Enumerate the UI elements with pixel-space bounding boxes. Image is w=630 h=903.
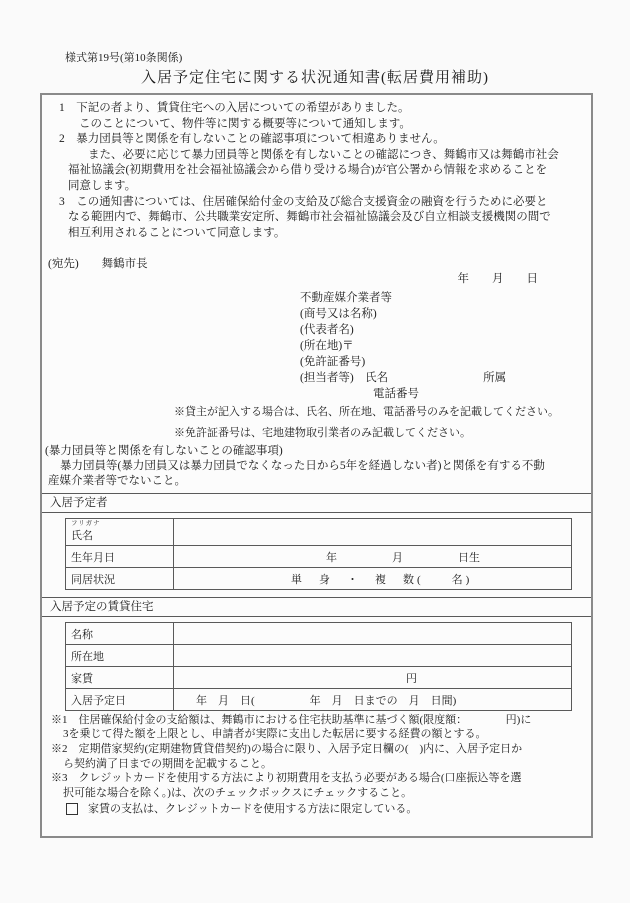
footnote-2: ※2 定期借家契約(定期建物賃貸借契約)の場合に限り、入居予定日欄の( )内に、入居予定日か [51, 743, 523, 756]
clause-3-line: 相互利用されることについて同意します。 [68, 226, 286, 239]
credit-card-checkbox[interactable] [66, 803, 78, 815]
clauses-block [48, 101, 585, 241]
credit-card-checkbox-row [66, 802, 585, 816]
agent-staff-affiliation-label: 所属 [483, 372, 507, 385]
birthdate-label: 生年月日 [66, 546, 174, 567]
housing-address-field[interactable] [174, 645, 571, 666]
agent-signature-block [300, 290, 585, 402]
clause-1-line: このことについて、物件等に関する概要等について通知します。 [79, 117, 411, 130]
footnote-2: ら契約満了日までの期間を記載すること。 [63, 757, 272, 770]
occupant-table [65, 518, 572, 590]
table-row [66, 688, 571, 710]
landlord-note: ※貸主が記入する場合は、氏名、所在地、電話番号のみを記載してください。 [174, 406, 559, 419]
furigana-label: フリガナ [71, 519, 101, 527]
agent-representative-label: (代表者名) [300, 324, 354, 337]
occupant-name-field[interactable] [174, 519, 571, 545]
agent-address-label: (所在地)〒 [300, 340, 354, 353]
clause-2-line: 2 暴力団員等と関係を有しないことの確認事項について相違ありません。 [59, 133, 445, 146]
occupant-name-label: フリガナ 氏名 [66, 519, 174, 545]
agent-phone-label: 電話番号 [373, 388, 419, 401]
housing-address-label: 所在地 [66, 645, 174, 666]
table-row [66, 545, 571, 567]
cohabitation-field[interactable]: 単 身 ・ 複 数( 名) [291, 573, 473, 586]
addressee-line: (宛先) 舞鶴市長 [48, 258, 148, 271]
page-title: 入居予定住宅に関する状況通知書(転居費用補助) [141, 70, 489, 86]
footnote-1: ※1 住居確保給付金の支給額は、舞鶴市における住宅扶助基準に基づく額(限度額： 円)に [51, 713, 532, 726]
agent-staff-line [300, 370, 585, 386]
table-row [66, 644, 571, 666]
agent-heading: 不動産媒介業者等 [300, 292, 392, 305]
cohabitation-label: 同居状況 [66, 568, 174, 589]
agent-staff-name-label: (担当者等) 氏名 [300, 372, 389, 385]
footnote-3: 択可能な場合を除く。)は、次のチェックボックスにチェックすること。 [63, 786, 413, 799]
rent-label: 家賃 [66, 667, 174, 688]
date-line: 年 月 日 [457, 273, 538, 286]
clause-3-line: 3 この通知書については、住居確保給付金の支給及び総合支援資金の融資を行うために必要と [59, 195, 548, 208]
housing-name-label: 名称 [66, 623, 174, 644]
credit-card-checkbox-label: 家賃の支払は、クレジットカードを使用する方法に限定している。 [88, 803, 418, 816]
movein-date-label: 入居予定日 [66, 689, 174, 710]
housing-table [65, 622, 572, 711]
table-row [66, 567, 571, 589]
agent-license-label: (免許証番号) [300, 356, 366, 369]
clause-1-line: 1 下記の者より、賃貸住宅への入居についての希望がありました。 [59, 102, 410, 114]
gang-confirmation-heading: (暴力団員等と関係を有しないことの確認事項) [45, 445, 283, 458]
rent-field[interactable]: 円 [406, 672, 417, 685]
footnotes-block [48, 713, 585, 801]
footnote-3: ※3 クレジットカードを使用する方法により初期費用を支払う必要がある場合(口座振込等を選 [51, 772, 522, 785]
license-note: ※免許証番号は、宅地建物取引業者のみ記載してください。 [174, 427, 471, 440]
table-row [66, 519, 571, 545]
clause-3-line: なる範囲内で、舞鶴市、公共職業安定所、舞鶴市社会福祉協議会及び自立相談支援機関の間で [68, 211, 551, 224]
gang-confirmation-text: 暴力団員等(暴力団員又は暴力団員でなくなった日から5年を経過しない者)と関係を有する不動 [60, 459, 545, 472]
clause-2-line: 同意します。 [68, 179, 137, 192]
clause-2-line: 福祉協議会(初期費用を社会福祉協議会から借り受ける場合)が官公署から情報を求めることを [68, 164, 548, 177]
birthdate-field[interactable]: 年 月 日生 [326, 551, 480, 564]
movein-date-field[interactable]: 年 月 日( 年 月 日までの 月 日間) [196, 694, 457, 707]
section-occupant-header: 入居予定者 [42, 493, 591, 513]
form-number: 様式第19号(第10条関係) [65, 52, 183, 64]
table-row [66, 666, 571, 688]
form-body-box [40, 93, 593, 838]
agent-trade-name-label: (商号又は名称) [300, 308, 377, 321]
table-row [66, 623, 571, 644]
housing-name-field[interactable] [174, 623, 571, 644]
section-housing-header: 入居予定の賃貸住宅 [42, 597, 591, 617]
clause-2-line: また、必要に応じて暴力団員等と関係を有しないことの確認につき、舞鶴市又は舞鶴市社会 [88, 148, 559, 161]
gang-confirmation-text: 産媒介業者等でないこと。 [48, 474, 186, 487]
footnote-1: 3を乗じて得た額を上限とし、申請者が実際に支出した転居に要する経費の額とする。 [63, 728, 487, 741]
